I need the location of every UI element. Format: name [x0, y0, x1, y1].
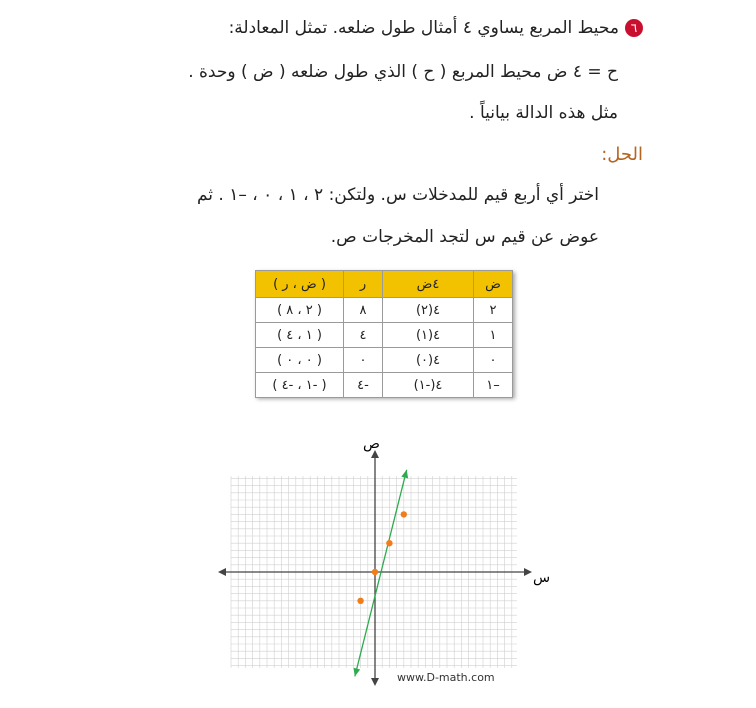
cell-4x: ٤(٠) [383, 348, 474, 373]
values-table [255, 270, 513, 397]
cell-y: ٨ [344, 298, 383, 323]
header-4x: ٤ض [383, 271, 474, 298]
graph-svg [215, 440, 555, 690]
cell-x: ١ [474, 323, 513, 348]
line-arrow-bottom [353, 668, 360, 677]
solution-line-2: عوض عن قيم س لتجد المخرجات ص. [330, 227, 599, 247]
table-row [256, 373, 513, 398]
data-point [386, 540, 392, 546]
table-row [256, 298, 513, 323]
axis-arrow [524, 568, 532, 576]
cell-pair: ( ٠ ، ٠ ) [256, 348, 344, 373]
watermark: www.D-math.com [397, 671, 495, 684]
y-axis-label: ص [363, 440, 380, 452]
function-line [355, 470, 407, 677]
problem-number-badge: ٦ [625, 19, 643, 37]
table-row [256, 323, 513, 348]
cell-x: –١ [474, 373, 513, 398]
cell-y: -٤ [344, 373, 383, 398]
cell-pair: ( ١ ، ٤ ) [256, 323, 344, 348]
data-point [401, 511, 407, 517]
cell-x: ٠ [474, 348, 513, 373]
axis-arrow [371, 678, 379, 686]
solution-line-1: اختر أي أربع قيم للمدخلات س. ولتكن: ٢ ، ١ ، ٠ ، –١ . ثم [196, 185, 599, 205]
cell-4x: ٤(١) [383, 323, 474, 348]
problem-line-3: مثل هذه الدالة بيانياً . [469, 103, 618, 123]
problem-line-1 [229, 18, 643, 38]
header-y: ر [344, 271, 383, 298]
x-axis-label: س [533, 570, 551, 586]
function-graph [215, 440, 555, 690]
table-row [256, 348, 513, 373]
cell-x: ٢ [474, 298, 513, 323]
solution-heading: الحل: [601, 144, 643, 165]
data-point [372, 569, 378, 575]
cell-pair: ( -١ ، -٤ ) [256, 373, 344, 398]
problem-line-2: ح = ٤ ض محيط المربع ( ح ) الذي طول ضلعه ( ض ) وحدة . [188, 62, 618, 82]
header-x: ض [474, 271, 513, 298]
cell-pair: ( ٢ ، ٨ ) [256, 298, 344, 323]
line-arrow-top [401, 470, 408, 479]
cell-4x: ٤(٢) [383, 298, 474, 323]
cell-y: ٤ [344, 323, 383, 348]
problem-text-1: محيط المربع يساوي ٤ أمثال طول ضلعه. تمثل المعادلة: [228, 18, 619, 38]
cell-4x: ٤(-١) [383, 373, 474, 398]
data-point [357, 598, 363, 604]
cell-y: ٠ [344, 348, 383, 373]
axis-arrow [218, 568, 226, 576]
table-header-row [256, 271, 513, 298]
header-pair: ( ض ، ر ) [256, 271, 344, 298]
